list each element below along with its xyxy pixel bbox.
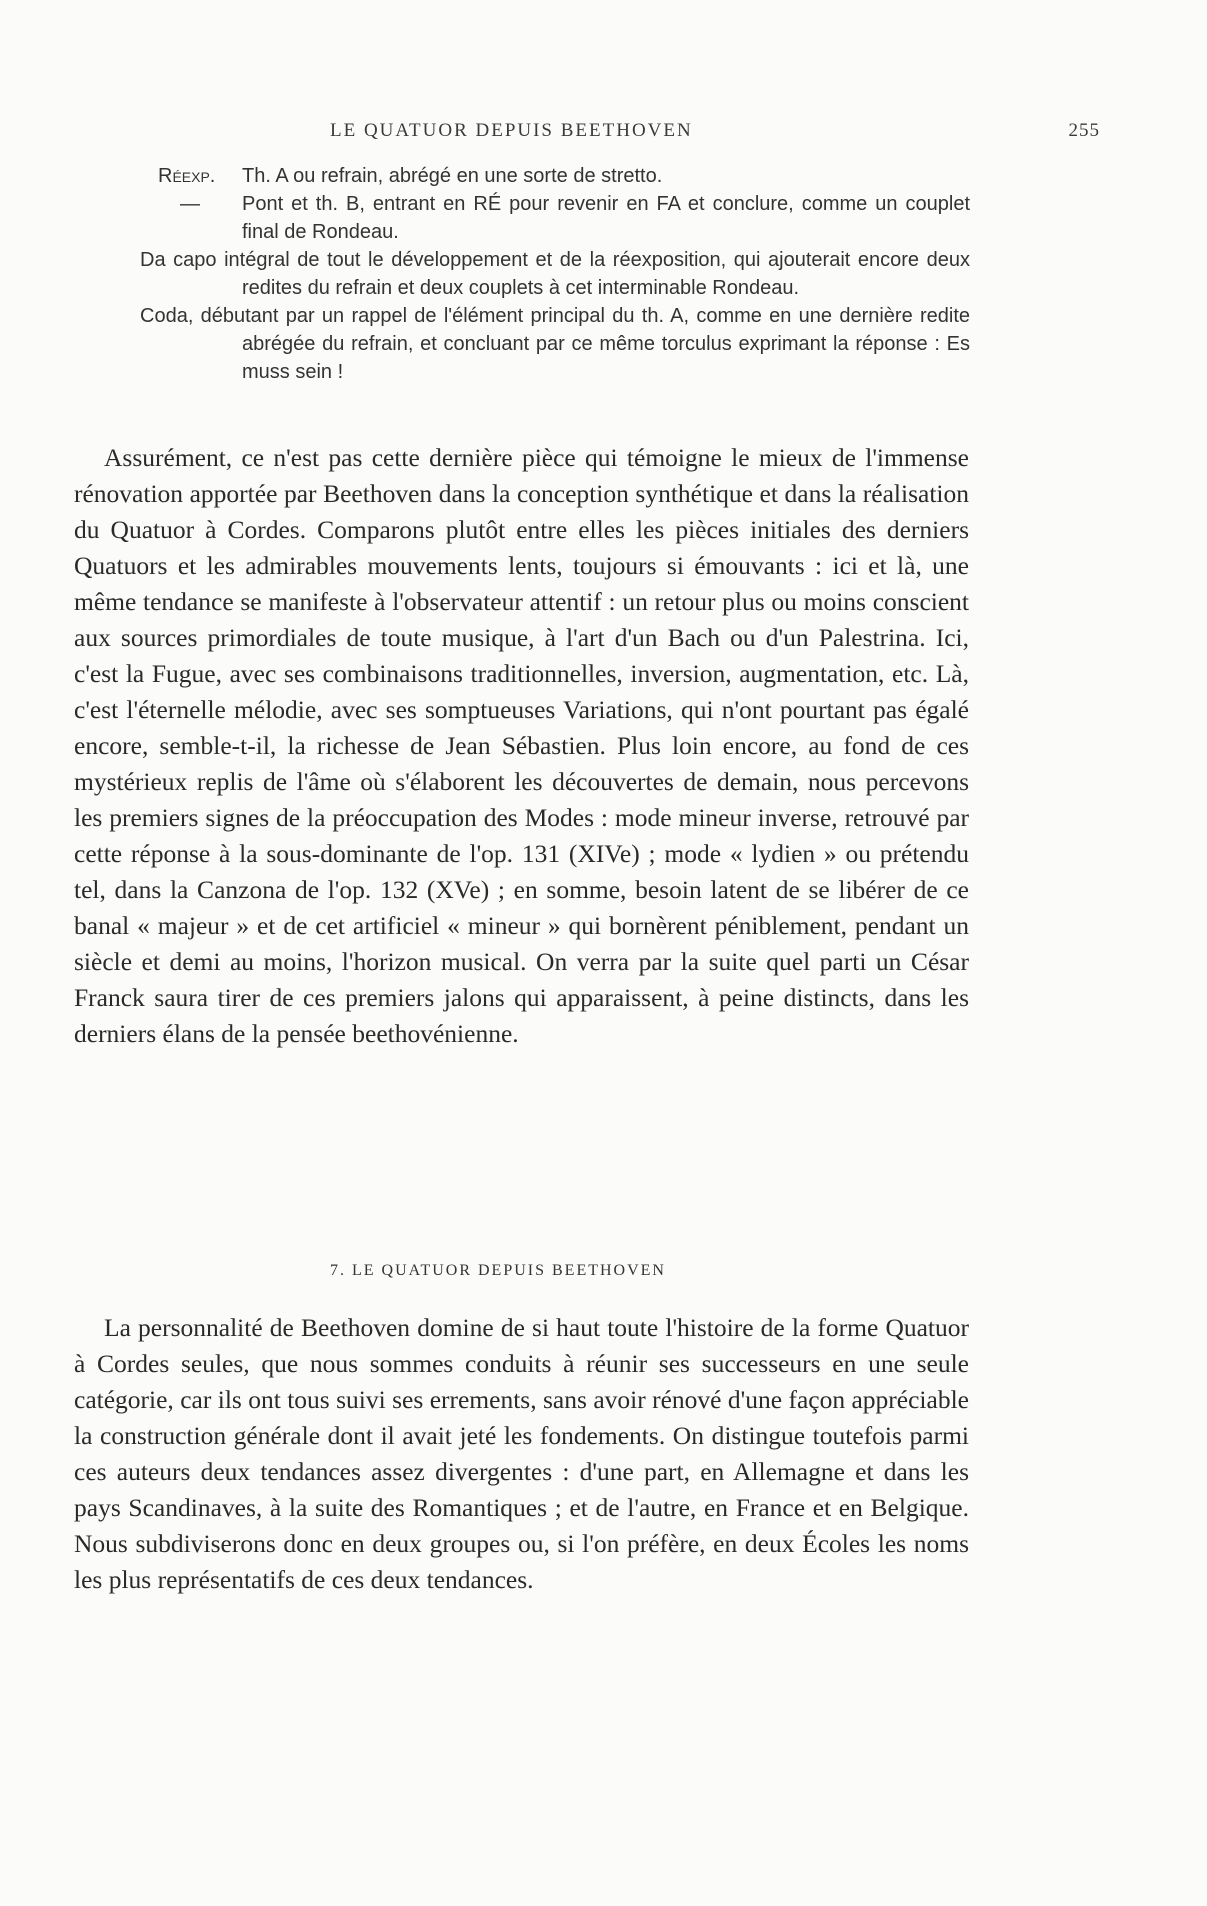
outline-entry-reexp (140, 162, 970, 190)
page-number: 255 (1068, 120, 1100, 141)
body-paragraph-1 (74, 440, 969, 1052)
outline-text-coda: Coda, débutant par un rappel de l'élément principal du th. A, comme en une dernière redite abrégée du refrain, et concluant par ce même torculus exprimant la réponse : Es muss sein ! (140, 305, 970, 383)
outline-tag-reexp: Réexp. (158, 165, 216, 187)
running-head-title: LE QUATUOR DEPUIS BEETHOVEN (330, 120, 693, 141)
paragraph-text: La personnalité de Beethoven domine de si haut toute l'histoire de la forme Quatuor à Cordes seules, que nous sommes conduits à réunir ses successeurs en une seule catégorie, car ils ont tous suivi ses errements, sans avoir rénové d'une façon appréciable la construction générale dont il avait jeté les fondements. On distingue toutefois parmi ces auteurs deux tendances assez divergentes : d'une part, en Allemagne et dans les pays Scandinaves, à la suite des Romantiques ; et de l'autre, en France et en Belgique. Nous subdiviserons donc en deux groupes ou, si l'on préfère, en deux Écoles les noms les plus représentatifs de ces deux tendances. (74, 1313, 969, 1594)
outline-text-da-capo: Da capo intégral de tout le développement et de la réexposition, qui ajouterait encore deux redites du refrain et deux couplets à cet interminable Rondeau. (140, 249, 970, 299)
section-heading: 7. LE QUATUOR DEPUIS BEETHOVEN (330, 1262, 666, 1279)
outline-text-pont: Pont et th. B, entrant en RÉ pour revenir en FA et conclure, comme un couplet final de Rondeau. (242, 193, 970, 243)
outline-entry-pont (140, 190, 970, 246)
outline-tag-pont: — (180, 193, 200, 215)
outline-text-reexp: Th. A ou refrain, abrégé en une sorte de stretto. (242, 165, 663, 187)
outline-entry-da-capo (140, 246, 970, 302)
movement-outline (140, 162, 970, 386)
paragraph-text: Assurément, ce n'est pas cette dernière pièce qui témoigne le mieux de l'immense rénovation apportée par Beethoven dans la conception synthétique et dans la réalisation du Quatuor à Cordes. Comparons plutôt entre elles les pièces initiales des derniers Quatuors et les admirables mouvements lents, toujours si émouvants : ici et là, une même tendance se manifeste à l'observateur attentif : un retour plus ou moins conscient aux sources primordiales de toute musique, à l'art d'un Bach ou d'un Palestrina. Ici, c'est la Fugue, avec ses combinaisons traditionnelles, inversion, augmentation, etc. Là, c'est l'éternelle mélodie, avec ses somptueuses Variations, qui n'ont pourtant pas égalé encore, semble-t-il, la richesse de Jean Sébastien. Plus loin encore, au fond de ces mystérieux replis de l'âme où s'élaborent les découvertes de demain, nous percevons les premiers signes de la préoccupation des Modes : mode mineur inverse, retrouvé par cette réponse à la sous-dominante de l'op. 131 (XIVe) ; mode « lydien » ou prétendu tel, dans la Canzona de l'op. 132 (XVe) ; en somme, besoin latent de se libérer de ce banal « majeur » et de cet artificiel « mineur » qui bornèrent péniblement, pendant un siècle et demi au moins, l'horizon musical. On verra par la suite quel parti un César Franck saura tirer de ces premiers jalons qui apparaissent, à peine distincts, dans les derniers élans de la pensée beethovénienne. (74, 443, 969, 1048)
outline-entry-coda (140, 302, 970, 386)
running-head (330, 120, 1130, 142)
body-paragraph-2 (74, 1310, 969, 1598)
